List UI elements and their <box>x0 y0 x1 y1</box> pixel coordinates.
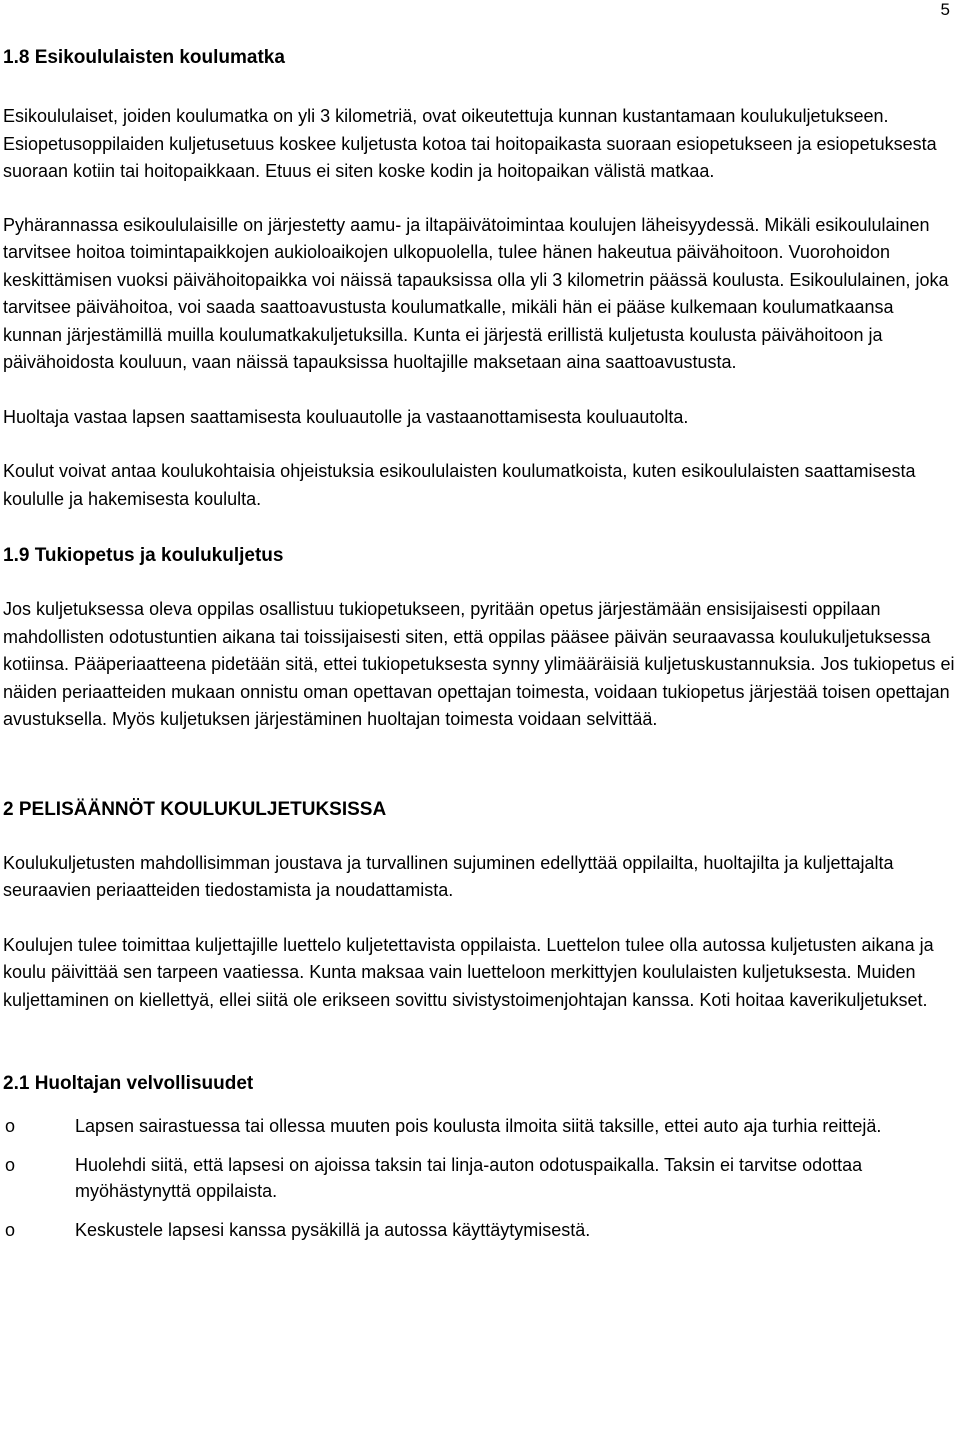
list-item <box>3 1217 957 1244</box>
list-item <box>3 1113 957 1140</box>
page-number: 5 <box>940 0 950 19</box>
list-item-text: Huolehdi siitä, että lapsesi on ajoissa taksin tai linja-auton odotuspaikalla. Taksin ei tarvitse odottaa myöhästynyttä oppilaista. <box>75 1154 863 1201</box>
heading-1-8: 1.8 Esikoululaisten koulumatka <box>3 47 285 68</box>
heading-2: 2 PELISÄÄNNÖT KOULUKULJETUKSISSA <box>3 798 387 820</box>
paragraph-1-8-3: Huoltaja vastaa lapsen saattamisesta kouluautolle ja vastaanottamisesta kouluautolta. <box>3 406 689 427</box>
paragraph-1-8-1: Esikoululaiset, joiden koulumatka on yli 3 kilometriä, ovat oikeutettuja kunnan kustantamaan koulukuljetukseen. Esiopetusoppilaiden kuljetusetuus koskee kuljetusta kotoa tai hoitopaikasta suoraan esiopetukseen ja esiopetuksesta suoraan kotiin tai hoitopaikkaan. Etuus ei siten koske kodin ja hoitopaikan välistä matkaa. <box>3 106 937 181</box>
paragraph-2-1: Koulukuljetusten mahdollisimman joustava ja turvallinen sujuminen edellyttää oppilailta, huoltajilta ja kuljettajalta seuraavien periaatteiden tiedostamista ja noudattamista. <box>3 852 894 900</box>
list-item-text: Lapsen sairastuessa tai ollessa muuten pois koulusta ilmoita siitä taksille, ettei auto aja turhia reittejä. <box>75 1116 882 1136</box>
list-item-text: Keskustele lapsesi kanssa pysäkillä ja autossa käyttäytymisestä. <box>75 1219 591 1240</box>
bullet-marker: o <box>5 1154 16 1175</box>
list-item <box>3 1152 957 1205</box>
heading-1-9: 1.9 Tukiopetus ja koulukuljetus <box>3 545 284 566</box>
paragraph-1-9-1: Jos kuljetuksessa oleva oppilas osallistuu tukiopetukseen, pyritään opetus järjestämään ensisijaisesti oppilaan mahdollisten odotustuntien aikana tai toissijaisesti siten, että oppilas pääsee päivän seuraavassa koulukuljetuksessa kotiinsa. Pääperiaatteena pidetään sitä, ettei tukiopetuksesta synny ylimääräisiä kuljetuskustannuksia. Jos tukiopetus ei näiden periaatteiden mukaan onnistu oman opettavan opettajan toimesta, voidaan tukiopetus järjestää toisen opettajan avustuksella. Myös kuljetuksen järjestäminen huoltajan toimesta voidaan selvittää. <box>3 599 955 729</box>
paragraph-1-8-4: Koulut voivat antaa koulukohtaisia ohjeistuksia esikoululaisten koulumatkoista, kuten esikoululaisten saattamisesta koululle ja hakemisesta koululta. <box>3 461 916 509</box>
heading-2-1: 2.1 Huoltajan velvollisuudet <box>3 1073 254 1094</box>
bullet-marker: o <box>5 1116 16 1136</box>
document-body <box>3 0 957 1255</box>
paragraph-1-8-2: Pyhärannassa esikoululaisille on järjestetty aamu- ja iltapäivätoimintaa koulujen läheisyydessä. Mikäli esikoululainen tarvitsee hoitoa toimintapaikkojen aukioloaikojen ulkopuolella, tulee hänen hakeutua päivähoitoon. Vuorohoidon keskittämisen vuoksi päivähoitopaikka voi näissä tapauksissa olla yli 3 kilometrin päässä koulusta. Esikoululainen, joka tarvitsee päivähoitoa, voi saada saattoavustusta koulumatkalle, mikäli hän ei pääse kulkemaan koulumatkaansa kunnan järjestämillä muilla koulumatkakuljetuksilla. Kunta ei järjestä erillistä kuljetusta koulusta päivähoitoon ja päivähoidosta kouluun, vaan näissä tapauksissa huoltajille maksetaan aina saattoavustusta. <box>3 214 949 372</box>
bullet-marker: o <box>5 1219 16 1240</box>
guardian-duties-list <box>3 1113 957 1243</box>
paragraph-2-2: Koulujen tulee toimittaa kuljettajille luettelo kuljetettavista oppilaista. Luettelon tulee olla autossa kuljetusten aikana ja koulu päivittää sen tarpeen vaatiessa. Kunta maksaa vain luetteloon merkittyjen koululaisten kuljetuksesta. Muiden kuljettaminen on kiellettyä, ellei siitä ole erikseen sovittu sivistystoimenjohtajan kanssa. Koti hoitaa kaverikuljetukset. <box>3 934 934 1010</box>
